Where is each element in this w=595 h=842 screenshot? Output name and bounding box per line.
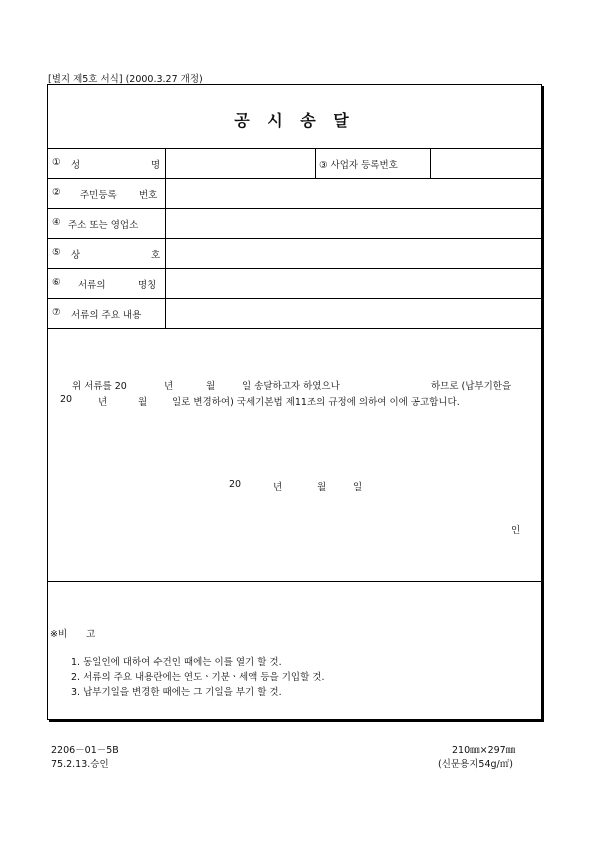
notice-text: 년 — [164, 381, 174, 392]
row-label-b: 명칭 — [138, 280, 157, 291]
notice-date — [229, 479, 369, 493]
date-month-label: 월 — [317, 482, 327, 493]
date-year-prefix: 20 — [229, 479, 242, 490]
notice-text: 일 송달하고자 하였으나 — [242, 381, 340, 392]
row-label — [48, 178, 166, 208]
row-label — [48, 298, 166, 328]
row-number: ⑤ — [52, 247, 61, 258]
remark-item: 1. 동일인에 대하여 수건인 때에는 이를 열기 할 것. — [71, 657, 282, 668]
notice-text: 위 서류를 20 — [72, 381, 127, 392]
row-number: ① — [52, 157, 61, 168]
business-reg-field[interactable] — [431, 148, 541, 178]
remark-item: 3. 납부기일을 변경한 때에는 그 기일을 부기 할 것. — [71, 687, 282, 698]
row-resident-number — [48, 178, 541, 209]
row-trade-name — [48, 238, 541, 269]
notice-line-1 — [72, 378, 542, 392]
row-label-a: 성 — [71, 160, 81, 171]
business-reg-label-cell — [315, 148, 431, 178]
row-label — [48, 148, 166, 178]
row-label-b: 명 — [151, 160, 161, 171]
row-label — [48, 208, 166, 238]
address-field[interactable] — [166, 208, 541, 238]
remarks-title-rest: 고 — [86, 629, 96, 640]
notice-text: 월 — [138, 397, 148, 408]
notice-line-2 — [60, 394, 540, 408]
title-row — [48, 85, 541, 149]
remarks-title-mark: ※비 — [50, 629, 68, 640]
header-note: [별지 제5호 서식] (2000.3.27 개정) — [48, 74, 203, 85]
trade-name-field[interactable] — [166, 238, 541, 268]
date-year-label: 년 — [273, 482, 283, 493]
form-title: 공 시 송 달 — [234, 111, 355, 130]
document-content-field[interactable] — [166, 298, 541, 328]
notice-text: 20 — [60, 394, 73, 405]
remarks-title — [50, 626, 95, 640]
name-field[interactable] — [166, 148, 315, 178]
notice-text: 일로 변경하여) 국세기본법 제11조의 규정에 의하여 이에 공고합니다. — [172, 397, 460, 408]
row-label-a: 주소 또는 영업소 — [68, 220, 139, 231]
section-divider — [48, 581, 541, 582]
document-name-field[interactable] — [166, 268, 541, 298]
resident-number-field[interactable] — [166, 178, 541, 208]
paper-type: (신문용지54g/㎡) — [438, 759, 513, 770]
form-code: 2206－01－5B — [51, 745, 119, 756]
row-name — [48, 148, 541, 179]
row-document-content — [48, 298, 541, 329]
row-label-a: 서류의 주요 내용 — [71, 310, 142, 321]
row-number: ④ — [52, 217, 61, 228]
paper-size: 210㎜×297㎜ — [452, 745, 516, 756]
seal-mark: 인 — [511, 525, 521, 536]
notice-text: 하므로 (납부기한을 — [431, 381, 512, 392]
row-number: ② — [52, 187, 61, 198]
row-label — [48, 268, 166, 298]
remark-item: 2. 서류의 주요 내용란에는 연도ㆍ기분ㆍ세액 등을 기입할 것. — [71, 672, 325, 683]
row-number: ⑦ — [52, 307, 61, 318]
notice-text: 년 — [98, 397, 108, 408]
row-document-name — [48, 268, 541, 299]
row-address — [48, 208, 541, 239]
notice-form — [47, 84, 542, 720]
row-label-a: 상 — [71, 250, 81, 261]
date-day-label: 일 — [353, 482, 363, 493]
notice-text: 월 — [206, 381, 216, 392]
row-label-b: 번호 — [139, 190, 158, 201]
row-label-a: 서류의 — [78, 280, 106, 291]
business-reg-label: ③ 사업자 등록번호 — [319, 160, 398, 171]
row-label-b: 호 — [151, 250, 161, 261]
row-label-a: 주민등록 — [80, 190, 117, 201]
row-number: ⑥ — [52, 277, 61, 288]
approval-date: 75.2.13.승인 — [51, 759, 109, 770]
row-label — [48, 238, 166, 268]
